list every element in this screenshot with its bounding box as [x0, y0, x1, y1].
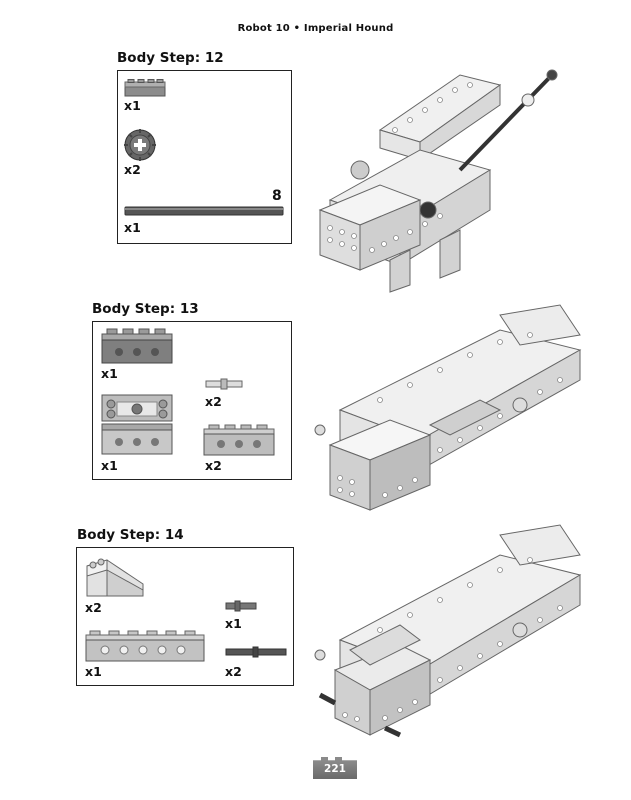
step-13-title: Body Step: 13 — [92, 301, 199, 317]
step-14-qty-2: x1 — [225, 616, 242, 631]
step-13-model-illustration — [300, 300, 600, 525]
step-12-parts-box — [117, 70, 292, 244]
long-axle-part — [225, 646, 287, 658]
step-13-qty-1: x1 — [101, 366, 118, 381]
brick-with-plate-part — [101, 394, 173, 456]
step-14-qty-4: x2 — [225, 664, 242, 679]
step-14-qty-1: x2 — [85, 600, 102, 615]
step-12-qty-1: x1 — [124, 98, 141, 113]
step-14-title: Body Step: 14 — [77, 527, 184, 543]
step-14-qty-3: x1 — [85, 664, 102, 679]
step-12-qty-2: x2 — [124, 162, 141, 177]
gear-part — [124, 129, 156, 161]
page-number: 221 — [324, 763, 346, 775]
slope-brick-part — [85, 556, 145, 598]
technic-brick-1x4-part-2 — [203, 424, 275, 456]
step-13-qty-3: x1 — [101, 458, 118, 473]
step-12-title: Body Step: 12 — [117, 50, 224, 66]
step-14-model-illustration — [300, 520, 600, 750]
page-header: Robot 10 • Imperial Hound — [237, 23, 394, 34]
step-13-qty-2: x2 — [205, 394, 222, 409]
plate-1x4-part — [124, 79, 166, 97]
short-axle-part — [225, 600, 257, 612]
axle-length-label: 8 — [272, 188, 282, 204]
technic-brick-1x4-part — [101, 328, 173, 364]
axle-pin-part — [205, 378, 243, 390]
step-13-parts-box — [92, 321, 292, 480]
step-14-parts-box — [76, 547, 294, 686]
step-12-model-illustration — [300, 60, 570, 295]
step-12-qty-3: x1 — [124, 220, 141, 235]
axle-8-part — [124, 205, 284, 217]
technic-brick-1x6-part — [85, 630, 205, 662]
step-13-qty-4: x2 — [205, 458, 222, 473]
